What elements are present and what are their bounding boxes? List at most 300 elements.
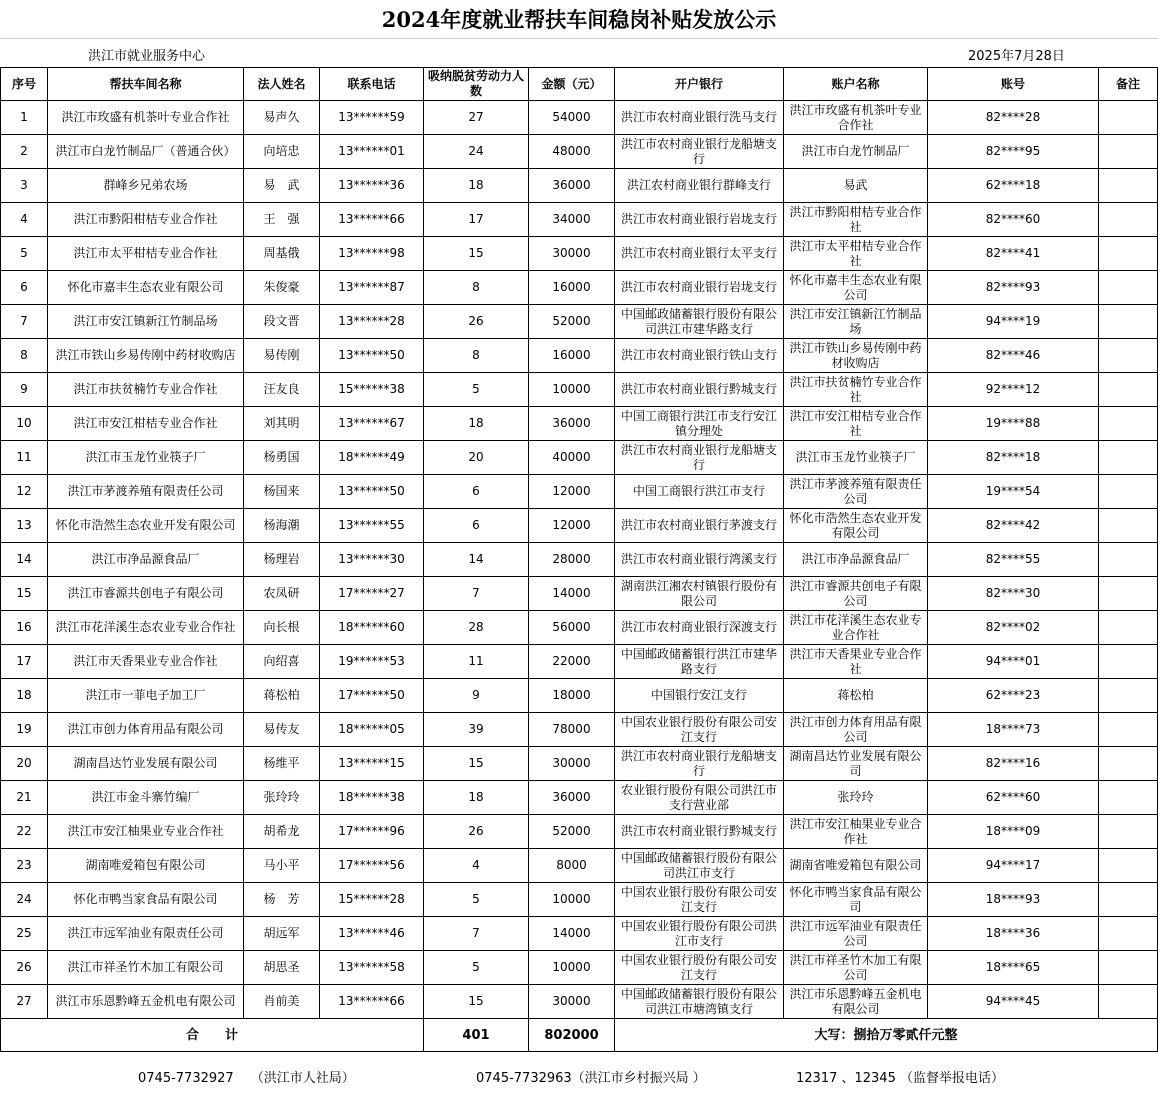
table-row [1, 917, 1158, 951]
account-name: 洪江市玉龙竹业筷子厂 [784, 441, 928, 475]
account-number: 92****12 [928, 373, 1099, 407]
row-number: 26 [1, 951, 48, 985]
row-number: 22 [1, 815, 48, 849]
legal-rep-name: 杨海潮 [244, 509, 320, 543]
contact-phone: 13******58 [320, 951, 424, 985]
account-number: 18****09 [928, 815, 1099, 849]
subsidy-amount: 56000 [529, 611, 615, 645]
account-name: 易武 [784, 169, 928, 203]
row-number: 23 [1, 849, 48, 883]
legal-rep-name: 杨理岩 [244, 543, 320, 577]
remarks [1099, 951, 1158, 985]
row-number: 14 [1, 543, 48, 577]
contact-phone: 13******30 [320, 543, 424, 577]
account-number: 18****93 [928, 883, 1099, 917]
remarks [1099, 781, 1158, 815]
poor-workers-count: 4 [424, 849, 529, 883]
contact-phone: 13******50 [320, 475, 424, 509]
workshop-name: 洪江市净品源食品厂 [48, 543, 244, 577]
subsidy-amount: 14000 [529, 917, 615, 951]
contact-phone: 13******66 [320, 985, 424, 1019]
bank-name: 洪江市农村商业银行茅渡支行 [615, 509, 784, 543]
workshop-name: 湖南唯爱箱包有限公司 [48, 849, 244, 883]
bank-name: 洪江市农村商业银行黔城支行 [615, 815, 784, 849]
header-cell: 帮扶车间名称 [48, 68, 244, 101]
workshop-name: 洪江市金斗寨竹编厂 [48, 781, 244, 815]
workshop-name: 洪江市黔阳柑桔专业合作社 [48, 203, 244, 237]
row-number: 4 [1, 203, 48, 237]
subsidy-amount: 14000 [529, 577, 615, 611]
poor-workers-count: 5 [424, 951, 529, 985]
account-name: 洪江市远军油业有限责任公司 [784, 917, 928, 951]
account-number: 18****73 [928, 713, 1099, 747]
remarks [1099, 543, 1158, 577]
remarks [1099, 441, 1158, 475]
contact-phone: 18******49 [320, 441, 424, 475]
account-name: 洪江市乐恩黔峰五金机电有限公司 [784, 985, 928, 1019]
account-name: 湖南昌达竹业发展有限公司 [784, 747, 928, 781]
subsidy-amount: 12000 [529, 509, 615, 543]
header-cell: 序号 [1, 68, 48, 101]
table-row [1, 645, 1158, 679]
account-name: 张玲玲 [784, 781, 928, 815]
bank-name: 中国农业银行股份有限公司安江支行 [615, 883, 784, 917]
header-cell: 吸纳脱贫劳动力人数 [424, 68, 529, 101]
account-number: 62****18 [928, 169, 1099, 203]
table-row [1, 951, 1158, 985]
contact-phone: 17******96 [320, 815, 424, 849]
remarks [1099, 679, 1158, 713]
table-row [1, 339, 1158, 373]
remarks [1099, 577, 1158, 611]
row-number: 3 [1, 169, 48, 203]
workshop-name: 洪江市扶贫楠竹专业合作社 [48, 373, 244, 407]
row-number: 15 [1, 577, 48, 611]
remarks [1099, 407, 1158, 441]
remarks [1099, 985, 1158, 1019]
account-name: 洪江市花洋溪生态农业专业合作社 [784, 611, 928, 645]
row-number: 20 [1, 747, 48, 781]
header-cell: 备注 [1099, 68, 1158, 101]
table-row [1, 611, 1158, 645]
remarks [1099, 883, 1158, 917]
account-name: 洪江市安江柑桔专业合作社 [784, 407, 928, 441]
contact-hotline: 12317 、12345 （监督举报电话） [796, 1071, 1004, 1086]
account-name: 怀化市鸭当家食品有限公司 [784, 883, 928, 917]
remarks [1099, 135, 1158, 169]
bank-name: 洪江市农村商业银行黔城支行 [615, 373, 784, 407]
poor-workers-count: 6 [424, 475, 529, 509]
legal-rep-name: 易 武 [244, 169, 320, 203]
contact-phone: 13******28 [320, 305, 424, 339]
poor-workers-count: 27 [424, 101, 529, 135]
subheader [0, 39, 1158, 67]
header-cell: 金额（元） [529, 68, 615, 101]
account-number: 82****02 [928, 611, 1099, 645]
account-number: 82****93 [928, 271, 1099, 305]
account-name: 洪江市净品源食品厂 [784, 543, 928, 577]
poor-workers-count: 8 [424, 339, 529, 373]
bank-name: 中国邮政储蓄银行股份有限公司洪江市支行 [615, 849, 784, 883]
bank-name: 中国邮政储蓄银行洪江市建华路支行 [615, 645, 784, 679]
poor-workers-count: 18 [424, 169, 529, 203]
remarks [1099, 475, 1158, 509]
poor-workers-count: 7 [424, 577, 529, 611]
workshop-name: 洪江市玉龙竹业筷子厂 [48, 441, 244, 475]
remarks [1099, 373, 1158, 407]
row-number: 6 [1, 271, 48, 305]
remarks [1099, 101, 1158, 135]
subsidy-amount: 30000 [529, 985, 615, 1019]
header-cell: 账号 [928, 68, 1099, 101]
account-number: 82****16 [928, 747, 1099, 781]
account-name: 洪江市扶贫楠竹专业合作社 [784, 373, 928, 407]
legal-rep-name: 易传刚 [244, 339, 320, 373]
bank-name: 中国农业银行股份有限公司安江支行 [615, 951, 784, 985]
account-number: 62****60 [928, 781, 1099, 815]
subsidy-amount: 30000 [529, 747, 615, 781]
poor-workers-count: 17 [424, 203, 529, 237]
workshop-name: 怀化市浩然生态农业开发有限公司 [48, 509, 244, 543]
table-row [1, 101, 1158, 135]
legal-rep-name: 向长根 [244, 611, 320, 645]
remarks [1099, 611, 1158, 645]
contact-phone: 18******60 [320, 611, 424, 645]
row-number: 27 [1, 985, 48, 1019]
contact-phone: 13******66 [320, 203, 424, 237]
account-name: 洪江市安江镇新江竹制品场 [784, 305, 928, 339]
remarks [1099, 339, 1158, 373]
account-number: 82****42 [928, 509, 1099, 543]
bank-name: 中国工商银行洪江市支行 [615, 475, 784, 509]
legal-rep-name: 杨 芳 [244, 883, 320, 917]
legal-rep-name: 刘其明 [244, 407, 320, 441]
workshop-name: 洪江市玫盛有机茶叶专业合作社 [48, 101, 244, 135]
table-row [1, 713, 1158, 747]
account-name: 洪江市祥圣竹木加工有限公司 [784, 951, 928, 985]
account-name: 洪江市安江柚果业专业合作社 [784, 815, 928, 849]
contact-phone: 13******55 [320, 509, 424, 543]
row-number: 1 [1, 101, 48, 135]
poor-workers-count: 9 [424, 679, 529, 713]
bank-name: 湖南洪江湘农村镇银行股份有限公司 [615, 577, 784, 611]
table-row [1, 985, 1158, 1019]
subsidy-amount: 54000 [529, 101, 615, 135]
contact-phone: 17******56 [320, 849, 424, 883]
subsidy-amount: 52000 [529, 815, 615, 849]
remarks [1099, 849, 1158, 883]
workshop-name: 洪江市远军油业有限责任公司 [48, 917, 244, 951]
legal-rep-name: 向培忠 [244, 135, 320, 169]
subsidy-amount: 16000 [529, 271, 615, 305]
legal-rep-name: 杨国来 [244, 475, 320, 509]
workshop-name: 群峰乡兄弟农场 [48, 169, 244, 203]
table-row [1, 509, 1158, 543]
table-row [1, 883, 1158, 917]
subsidy-amount: 78000 [529, 713, 615, 747]
table-row [1, 237, 1158, 271]
remarks [1099, 747, 1158, 781]
contact-phone: 15******38 [320, 373, 424, 407]
total-row [1, 1019, 1158, 1052]
row-number: 17 [1, 645, 48, 679]
legal-rep-name: 易声久 [244, 101, 320, 135]
workshop-name: 洪江市花洋溪生态农业专业合作社 [48, 611, 244, 645]
publish-date: 2025年7月28日 [968, 49, 1065, 64]
remarks [1099, 917, 1158, 951]
contact-phone: 13******46 [320, 917, 424, 951]
remarks [1099, 713, 1158, 747]
contact-phone: 13******98 [320, 237, 424, 271]
workshop-name: 湖南昌达竹业发展有限公司 [48, 747, 244, 781]
bank-name: 中国农业银行股份有限公司洪江市支行 [615, 917, 784, 951]
account-number: 18****36 [928, 917, 1099, 951]
contact-phone: 15******28 [320, 883, 424, 917]
account-number: 19****88 [928, 407, 1099, 441]
remarks [1099, 509, 1158, 543]
legal-rep-name: 农凤研 [244, 577, 320, 611]
contact-phone: 19******53 [320, 645, 424, 679]
contact-phone: 13******01 [320, 135, 424, 169]
account-name: 洪江市创力体育用品有限公司 [784, 713, 928, 747]
subsidy-amount: 36000 [529, 781, 615, 815]
header-cell: 联系电话 [320, 68, 424, 101]
legal-rep-name: 杨维平 [244, 747, 320, 781]
poor-workers-count: 18 [424, 407, 529, 441]
legal-rep-name: 王 强 [244, 203, 320, 237]
remarks [1099, 305, 1158, 339]
contact-hr-bureau: 0745-7732927 （洪江市人社局） [138, 1071, 355, 1086]
subsidy-amount: 18000 [529, 679, 615, 713]
row-number: 7 [1, 305, 48, 339]
legal-rep-name: 胡远军 [244, 917, 320, 951]
poor-workers-count: 5 [424, 883, 529, 917]
workshop-name: 洪江市安江柚果业专业合作社 [48, 815, 244, 849]
bank-name: 洪江市农村商业银行龙船塘支行 [615, 135, 784, 169]
table-header-row [1, 68, 1158, 101]
workshop-name: 洪江市茅渡养殖有限责任公司 [48, 475, 244, 509]
table-row [1, 407, 1158, 441]
poor-workers-count: 15 [424, 747, 529, 781]
bank-name: 洪江市农村商业银行湾溪支行 [615, 543, 784, 577]
total-amount: 802000 [529, 1019, 615, 1052]
account-number: 62****23 [928, 679, 1099, 713]
legal-rep-name: 蒋松柏 [244, 679, 320, 713]
account-number: 82****28 [928, 101, 1099, 135]
row-number: 10 [1, 407, 48, 441]
bank-name: 洪江市农村商业银行岩垅支行 [615, 271, 784, 305]
poor-workers-count: 7 [424, 917, 529, 951]
row-number: 8 [1, 339, 48, 373]
bank-name: 中国工商银行洪江市支行安江镇分理处 [615, 407, 784, 441]
bank-name: 中国农业银行股份有限公司安江支行 [615, 713, 784, 747]
poor-workers-count: 26 [424, 815, 529, 849]
bank-name: 农业银行股份有限公司洪江市支行营业部 [615, 781, 784, 815]
total-amount-uppercase: 大写：捌拾万零贰仟元整 [615, 1019, 1158, 1052]
row-number: 25 [1, 917, 48, 951]
row-number: 19 [1, 713, 48, 747]
poor-workers-count: 15 [424, 237, 529, 271]
remarks [1099, 203, 1158, 237]
account-name: 蒋松柏 [784, 679, 928, 713]
poor-workers-count: 26 [424, 305, 529, 339]
table-row [1, 475, 1158, 509]
table-row [1, 543, 1158, 577]
table-row [1, 373, 1158, 407]
subsidy-amount: 16000 [529, 339, 615, 373]
total-people: 401 [424, 1019, 529, 1052]
row-number: 24 [1, 883, 48, 917]
row-number: 21 [1, 781, 48, 815]
remarks [1099, 169, 1158, 203]
legal-rep-name: 杨勇国 [244, 441, 320, 475]
table-row [1, 441, 1158, 475]
contact-phone: 13******59 [320, 101, 424, 135]
poor-workers-count: 39 [424, 713, 529, 747]
legal-rep-name: 胡希龙 [244, 815, 320, 849]
table-row [1, 203, 1158, 237]
workshop-name: 洪江市天香果业专业合作社 [48, 645, 244, 679]
subsidy-amount: 10000 [529, 883, 615, 917]
table-row [1, 679, 1158, 713]
bank-name: 洪江市农村商业银行太平支行 [615, 237, 784, 271]
row-number: 11 [1, 441, 48, 475]
table-row [1, 849, 1158, 883]
total-label: 合 计 [1, 1019, 424, 1052]
account-number: 94****45 [928, 985, 1099, 1019]
contact-phone: 17******27 [320, 577, 424, 611]
account-number: 82****46 [928, 339, 1099, 373]
bank-name: 洪江市农村商业银行龙船塘支行 [615, 441, 784, 475]
account-name: 湖南省唯爱箱包有限公司 [784, 849, 928, 883]
account-name: 怀化市嘉丰生态农业有限公司 [784, 271, 928, 305]
poor-workers-count: 11 [424, 645, 529, 679]
subsidy-amount: 36000 [529, 407, 615, 441]
workshop-name: 怀化市鸭当家食品有限公司 [48, 883, 244, 917]
subsidy-amount: 28000 [529, 543, 615, 577]
legal-rep-name: 张玲玲 [244, 781, 320, 815]
poor-workers-count: 8 [424, 271, 529, 305]
contact-phone: 13******87 [320, 271, 424, 305]
table-row [1, 305, 1158, 339]
remarks [1099, 237, 1158, 271]
bank-name: 洪江市农村商业银行铁山支行 [615, 339, 784, 373]
account-name: 洪江市睿源共创电子有限公司 [784, 577, 928, 611]
account-number: 82****41 [928, 237, 1099, 271]
legal-rep-name: 朱俊豪 [244, 271, 320, 305]
bank-name: 洪江市农村商业银行岩垅支行 [615, 203, 784, 237]
legal-rep-name: 向绍喜 [244, 645, 320, 679]
subsidy-amount: 48000 [529, 135, 615, 169]
account-number: 94****17 [928, 849, 1099, 883]
account-number: 94****01 [928, 645, 1099, 679]
account-number: 82****30 [928, 577, 1099, 611]
row-number: 16 [1, 611, 48, 645]
account-name: 洪江市茅渡养殖有限责任公司 [784, 475, 928, 509]
contact-phone: 13******50 [320, 339, 424, 373]
legal-rep-name: 段文晋 [244, 305, 320, 339]
workshop-name: 洪江市一菲电子加工厂 [48, 679, 244, 713]
account-name: 怀化市浩然生态农业开发有限公司 [784, 509, 928, 543]
row-number: 2 [1, 135, 48, 169]
row-number: 9 [1, 373, 48, 407]
workshop-name: 洪江市乐恩黔峰五金机电有限公司 [48, 985, 244, 1019]
table-row [1, 271, 1158, 305]
poor-workers-count: 6 [424, 509, 529, 543]
subsidy-amount: 8000 [529, 849, 615, 883]
issuing-organization: 洪江市就业服务中心 [88, 49, 206, 64]
legal-rep-name: 胡思圣 [244, 951, 320, 985]
table-row [1, 577, 1158, 611]
workshop-name: 洪江市安江柑桔专业合作社 [48, 407, 244, 441]
contact-rural-bureau: 0745-7732963（洪江市乡村振兴局 ） [476, 1071, 706, 1086]
legal-rep-name: 马小平 [244, 849, 320, 883]
bank-name: 中国邮政储蓄银行股份有限公司洪江市建华路支行 [615, 305, 784, 339]
contact-phone: 17******50 [320, 679, 424, 713]
poor-workers-count: 14 [424, 543, 529, 577]
account-name: 洪江市天香果业专业合作社 [784, 645, 928, 679]
account-number: 82****60 [928, 203, 1099, 237]
workshop-name: 洪江市白龙竹制品厂（普通合伙） [48, 135, 244, 169]
workshop-name: 洪江市安江镇新江竹制品场 [48, 305, 244, 339]
subsidy-amount: 10000 [529, 373, 615, 407]
table-row [1, 169, 1158, 203]
account-number: 94****19 [928, 305, 1099, 339]
legal-rep-name: 周基俄 [244, 237, 320, 271]
subsidy-amount: 12000 [529, 475, 615, 509]
workshop-name: 洪江市铁山乡易传刚中药材收购店 [48, 339, 244, 373]
account-name: 洪江市太平柑桔专业合作社 [784, 237, 928, 271]
header-cell: 账户名称 [784, 68, 928, 101]
poor-workers-count: 24 [424, 135, 529, 169]
account-name: 洪江市黔阳柑桔专业合作社 [784, 203, 928, 237]
bank-name: 洪江市农村商业银行深渡支行 [615, 611, 784, 645]
account-name: 洪江市玫盛有机茶叶专业合作社 [784, 101, 928, 135]
contact-phone: 13******67 [320, 407, 424, 441]
remarks [1099, 815, 1158, 849]
table-row [1, 815, 1158, 849]
bank-name: 洪江市农村商业银行龙船塘支行 [615, 747, 784, 781]
subsidy-amount: 30000 [529, 237, 615, 271]
account-name: 洪江市铁山乡易传刚中药材收购店 [784, 339, 928, 373]
legal-rep-name: 汪友良 [244, 373, 320, 407]
account-number: 19****54 [928, 475, 1099, 509]
page-title: 2024年度就业帮扶车间稳岗补贴发放公示 [0, 0, 1158, 39]
remarks [1099, 645, 1158, 679]
account-number: 82****18 [928, 441, 1099, 475]
workshop-name: 洪江市创力体育用品有限公司 [48, 713, 244, 747]
contact-phone: 13******15 [320, 747, 424, 781]
account-name: 洪江市白龙竹制品厂 [784, 135, 928, 169]
workshop-name: 洪江市睿源共创电子有限公司 [48, 577, 244, 611]
bank-name: 洪江农村商业银行群峰支行 [615, 169, 784, 203]
workshop-name: 洪江市太平柑桔专业合作社 [48, 237, 244, 271]
row-number: 13 [1, 509, 48, 543]
contact-phone: 13******36 [320, 169, 424, 203]
row-number: 5 [1, 237, 48, 271]
poor-workers-count: 28 [424, 611, 529, 645]
header-cell: 开户银行 [615, 68, 784, 101]
bank-name: 中国银行安江支行 [615, 679, 784, 713]
account-number: 82****55 [928, 543, 1099, 577]
bank-name: 中国邮政储蓄银行股份有限公司洪江市塘湾镇支行 [615, 985, 784, 1019]
legal-rep-name: 肖前美 [244, 985, 320, 1019]
subsidy-table [0, 67, 1158, 1052]
table-row [1, 781, 1158, 815]
poor-workers-count: 5 [424, 373, 529, 407]
table-row [1, 747, 1158, 781]
subsidy-amount: 22000 [529, 645, 615, 679]
